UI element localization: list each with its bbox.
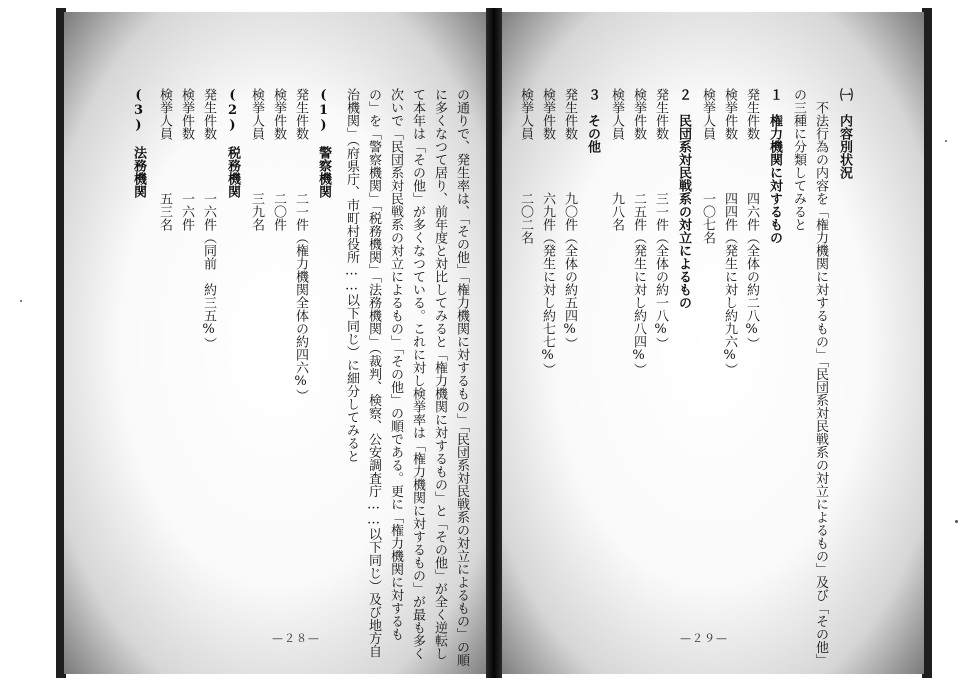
police-persons-arrested: 検挙人員 三九名 [249, 88, 264, 231]
group-3-heading: ３ その他 [585, 88, 600, 153]
police-occurrences: 発生件数 二一件（権力機関全体の約四六%） [293, 88, 308, 402]
left-para-line-1: の通りで、発生率は、「その他」「権力機関に対するもの」「民団系対民戦系の対立によるもの」の順 [454, 88, 469, 667]
section-title: ㈠ 内容別状況 [837, 88, 852, 179]
tax-occurrences: 発生件数 一六件（同前 約三五%） [201, 88, 216, 350]
group-1-cases-cleared: 検挙件数 四四件（発生に対し約九六%） [722, 88, 737, 376]
left-para-line-4: 次いで「民団系対民戦系の対立によるもの」「その他」の順である。更に「権力機関に対するも [388, 88, 403, 641]
tax-cases-cleared: 検挙件数 一六件 [179, 88, 194, 231]
scan-noise [955, 520, 958, 523]
group-1-occurrences: 発生件数 四六件（全体の約二八%） [744, 88, 759, 350]
police-cases-cleared: 検挙件数 二〇件 [271, 88, 286, 231]
right-para-line-1: 不法行為の内容を「権力機関に対するもの」「民団系対民戦系の対立によるもの」及び「その他」 [813, 88, 828, 667]
left-para-line-6: 治機関」（府県庁、市町村役所……以下同じ）に細分してみると [344, 88, 359, 463]
left-para-line-2: に多くなつて居り、前年度と対比してみると「権力機関に対するもの」と「その他」が全く逆転し [432, 88, 447, 660]
group-2-occurrences: 発生件数 三一件（全体の約一八%） [653, 88, 668, 350]
group-2-persons-arrested: 検挙人員 九八名 [609, 88, 624, 231]
group-3-occurrences: 発生件数 九〇件（全体の約五四%） [562, 88, 577, 350]
police-heading: (1) 警察機関 [316, 88, 331, 198]
legal-heading: (3) 法務機関 [131, 88, 146, 198]
left-para-line-5: の」を「警察機関」「税務機関」「法務機関」（裁判、検察、公安調査庁……以下同じ）及び地方自 [366, 88, 381, 658]
group-3-persons-arrested: 検挙人員 二〇二名 [518, 88, 533, 244]
group-2-heading: ２ 民団系対民戦系の対立によるもの [676, 88, 691, 309]
scan-noise [945, 140, 947, 142]
left-para-line-3: て本年は「その他」が多くなつている。これに対し検挙率は「権力機関に対するもの」が最も多く [410, 88, 425, 660]
group-2-cases-cleared: 検挙件数 二五件（発生に対し約八四%） [631, 88, 646, 376]
group-1-persons-arrested: 検挙人員 一〇七名 [700, 88, 715, 244]
book-gutter [486, 8, 502, 678]
group-1-heading: １ 権力機関に対するもの [767, 88, 782, 244]
right-para-line-2: の三種に分類してみると [791, 88, 806, 231]
tax-heading: (2) 税務機関 [225, 88, 240, 198]
left-page-number: —２８— [272, 632, 320, 645]
tax-persons-arrested: 検挙人員 五三名 [157, 88, 172, 231]
group-3-cases-cleared: 検挙件数 六九件（発生に対し約七七%） [540, 88, 555, 376]
right-page-number: —２９— [680, 632, 728, 645]
scan-noise [20, 300, 22, 302]
